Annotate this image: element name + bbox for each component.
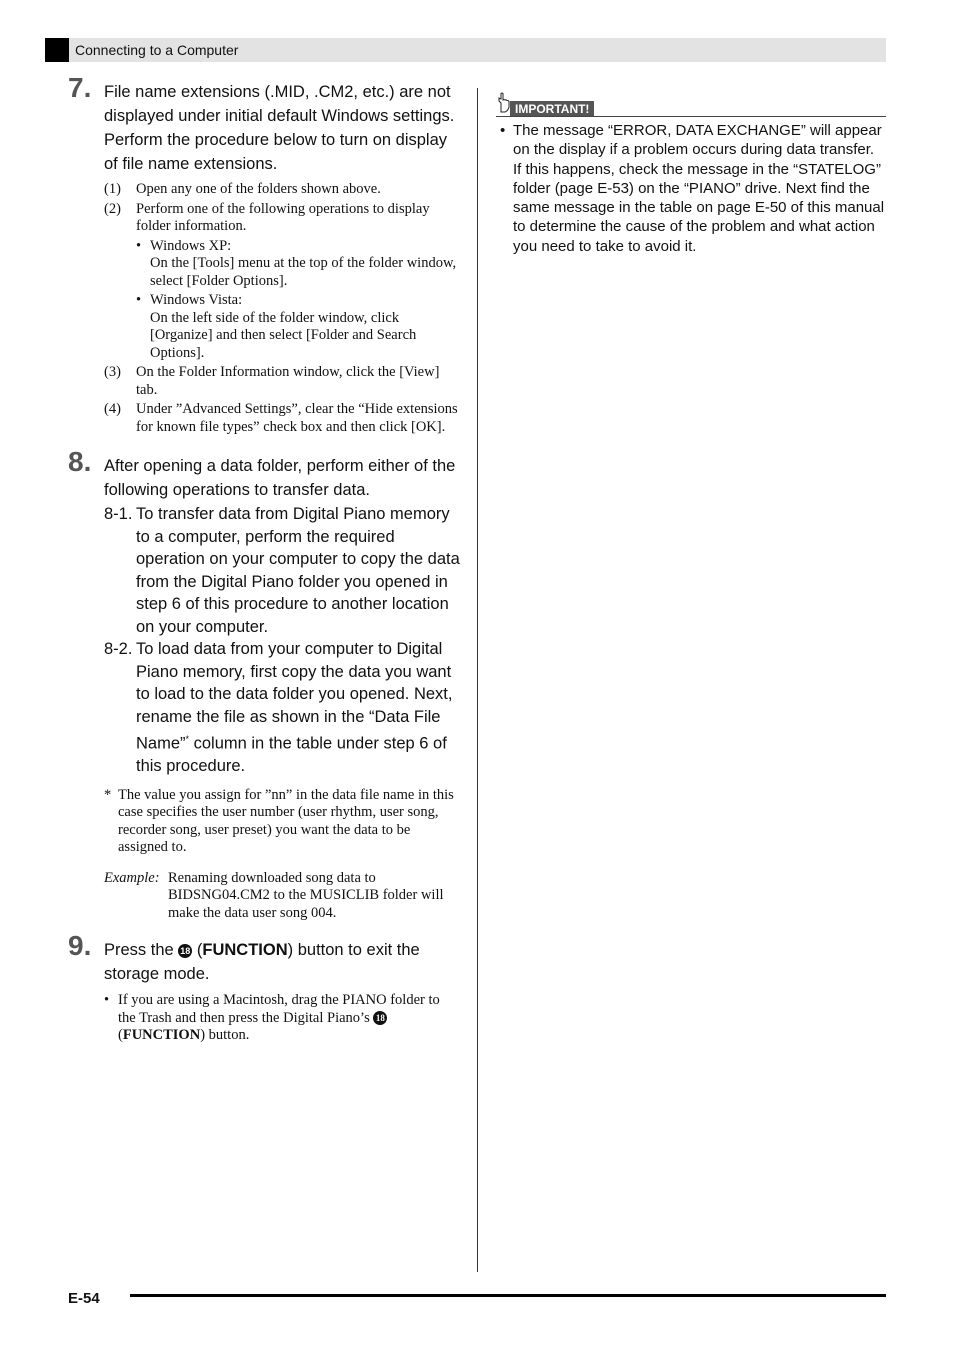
step-8-operations: [104, 503, 460, 778]
os-title: Windows XP:: [150, 237, 232, 254]
operation-text-end: column in the table under step 6 of this procedure.: [136, 734, 447, 775]
step-number: 7.: [68, 72, 92, 103]
substep: [104, 201, 460, 236]
important-bullet: [496, 121, 886, 256]
function-button-number-icon: 18: [180, 946, 191, 956]
substep: [104, 401, 460, 436]
operation-text: To transfer data from Digital Piano memory to a computer, perform the required operation on your computer to copy the data from the Digital Piano folder you opened in step 6 of this procedure to another location on your computer.: [136, 505, 460, 636]
step-text: [104, 938, 460, 986]
step-number: 8.: [68, 446, 92, 477]
substep-number: (3): [104, 364, 121, 380]
substep: [104, 364, 460, 399]
header-title: Connecting to a Computer: [75, 42, 239, 58]
function-button-label: FUNCTION: [122, 1027, 201, 1043]
substep-text: Perform one of the following operations to display folder information.: [136, 200, 430, 234]
step-text-start: Press the: [104, 941, 174, 959]
example-label: Example:: [104, 869, 160, 886]
bullet-icon: •: [136, 292, 142, 308]
footnote-text: The value you assign for ”nn” in the data file name in this case specifies the user number (user rhythm, user song, recorder song, user preset) you want the data to be assigned to.: [118, 786, 454, 855]
step-text: After opening a data folder, perform either of the following operations to transfer data.: [104, 457, 456, 499]
substep-text: On the Folder Information window, click the [View] tab.: [136, 364, 440, 398]
substep-number: (2): [104, 200, 121, 217]
os-bullet: [136, 292, 460, 362]
mac-note: [104, 992, 460, 1045]
step-text-end: ) button to exit the storage mode.: [104, 941, 420, 983]
substep: [104, 181, 460, 199]
operation-number: 8-2.: [104, 640, 133, 658]
bullet-icon: •: [104, 992, 110, 1008]
paren-open: (: [118, 1027, 123, 1043]
step-number: 9.: [68, 930, 92, 961]
step-text: File name extensions (.MID, .CM2, etc.) are not displayed under initial default Windows settings. Perform the procedure below to turn on display of file name extensions.: [104, 83, 455, 173]
os-bullet: [136, 238, 460, 291]
step-8: [68, 446, 460, 502]
substep-text: Open any one of the folders shown above.: [136, 181, 381, 197]
step-7-substeps: [104, 181, 460, 436]
substep-number: (1): [104, 181, 121, 197]
operation-text: To load data from your computer to Digital Piano memory, first copy the data you want to load to the data folder you opened. Next, rename the file as shown in the “Data File Name”: [136, 640, 453, 753]
left-column: [68, 72, 460, 1045]
step-7: [68, 72, 460, 176]
os-title: Windows Vista:: [150, 292, 243, 308]
operation: [104, 638, 460, 778]
footer-rule: [130, 1294, 886, 1297]
important-header: [496, 92, 886, 117]
os-text: On the left side of the folder window, click [Organize] and then select [Folder and Search Options].: [150, 309, 417, 361]
important-text: The message “ERROR, DATA EXCHANGE” will appear on the display if a problem occurs during data transfer. If this happens, check the message in the “STATELOG” folder (page E-53) on the “PIANO” drive. Next find the same message in the table on page E-50 of this manual to determine the cause of the problem and what action you need to take to avoid it.: [513, 122, 885, 255]
os-text: On the [Tools] menu at the top of the folder window, select [Folder Options].: [150, 255, 457, 289]
step-9: [68, 930, 460, 986]
example-text: Renaming downloaded song data to BIDSNG04.CM2 to the MUSICLIB folder will make the data user song 004.: [168, 869, 444, 921]
paren-open: (: [192, 941, 203, 959]
substep-number: (4): [104, 401, 121, 417]
footnote: [104, 787, 460, 857]
header-marker: [45, 38, 69, 62]
mac-note-text: If you are using a Macintosh, drag the PIANO folder to the Trash and then press the Digital Piano’s: [118, 992, 440, 1026]
operation: [104, 503, 460, 638]
function-button-number-icon: 18: [373, 1011, 387, 1025]
important-label: IMPORTANT!: [510, 101, 594, 116]
page-header: [45, 38, 886, 62]
bullet-icon: •: [136, 237, 142, 254]
substep-text: Under ”Advanced Settings”, clear the “Hide extensions for known file types” check box and then click [OK].: [136, 401, 458, 435]
function-button-label: FUNCTION: [202, 941, 288, 959]
page-number: E-54: [68, 1290, 100, 1307]
mac-note-end: ) button.: [200, 1027, 250, 1043]
footnote-mark: *: [104, 786, 112, 803]
footnote-marker: *: [185, 734, 190, 744]
bullet-icon: •: [500, 122, 506, 139]
example: [104, 870, 460, 923]
column-divider: [477, 88, 478, 1272]
operation-number: 8-1.: [104, 505, 133, 523]
right-column: [496, 92, 886, 256]
